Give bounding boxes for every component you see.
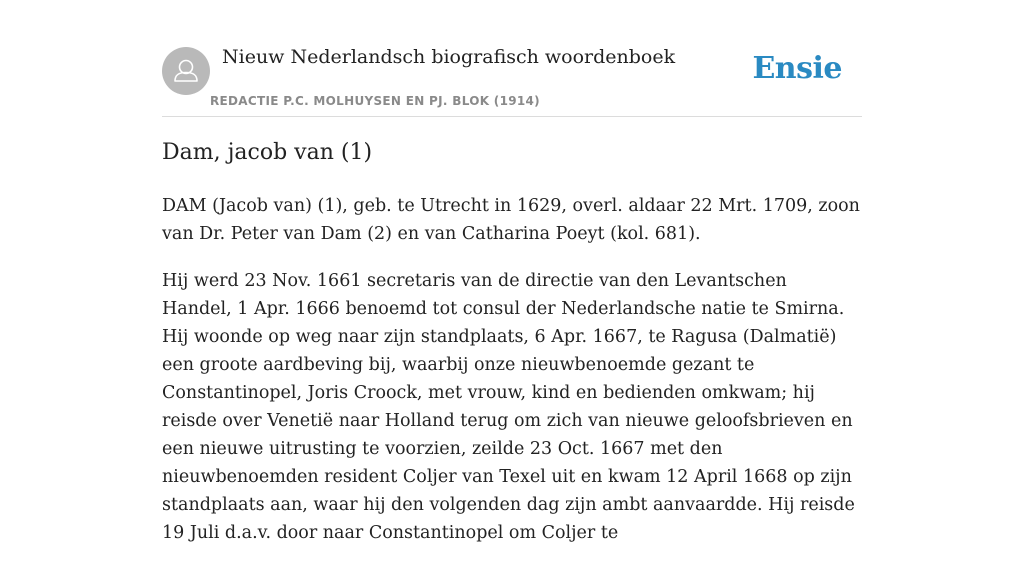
person-outline-icon (162, 47, 210, 95)
article-title: Dam, jacob van (1) (162, 140, 373, 165)
source-header (162, 44, 862, 117)
article-paragraph: DAM (Jacob van) (1), geb. te Utrecht in 1629, overl. aldaar 22 Mrt. 1709, zoon van Dr. Peter van Dam (2) en van Catharina Poeyt (kol. 681). (162, 196, 860, 244)
source-editors: REDACTIE P.C. MOLHUYSEN EN PJ. BLOK (1914) (210, 94, 540, 108)
article-paragraph: Hij werd 23 Nov. 1661 secretaris van de directie van den Levantschen Handel, 1 Apr. 1666 benoemd tot consul der Nederlandsche natie te Smirna. Hij woonde op weg naar zijn standplaats, 6 Apr. 1667, te Ragusa (Dalmatië) een groote aardbeving bij, waarbij onze nieuwbenoemde gezant te Constantinopel, Joris Croock, met vrouw, kind en bedienden omkwam; hij reisde over Venetië naar Holland terug om zich van nieuwe geloofsbrieven en een nieuwe uitrusting te voorzien, zeilde 23 Oct. 1667 met den nieuwbenoemden resident Coljer van Texel uit en kwam 12 April 1668 op zijn standplaats aan, waar hij den volgenden dag zijn ambt aanvaardde. Hij reisde 19 Juli d.a.v. door naar Constantinopel om Coljer te (162, 271, 855, 543)
ensie-logo[interactable]: Ensie (752, 51, 842, 86)
user-avatar-icon[interactable] (162, 47, 210, 95)
source-title[interactable]: Nieuw Nederlandsch biografisch woordenboek (222, 46, 676, 68)
article-body (162, 192, 862, 566)
